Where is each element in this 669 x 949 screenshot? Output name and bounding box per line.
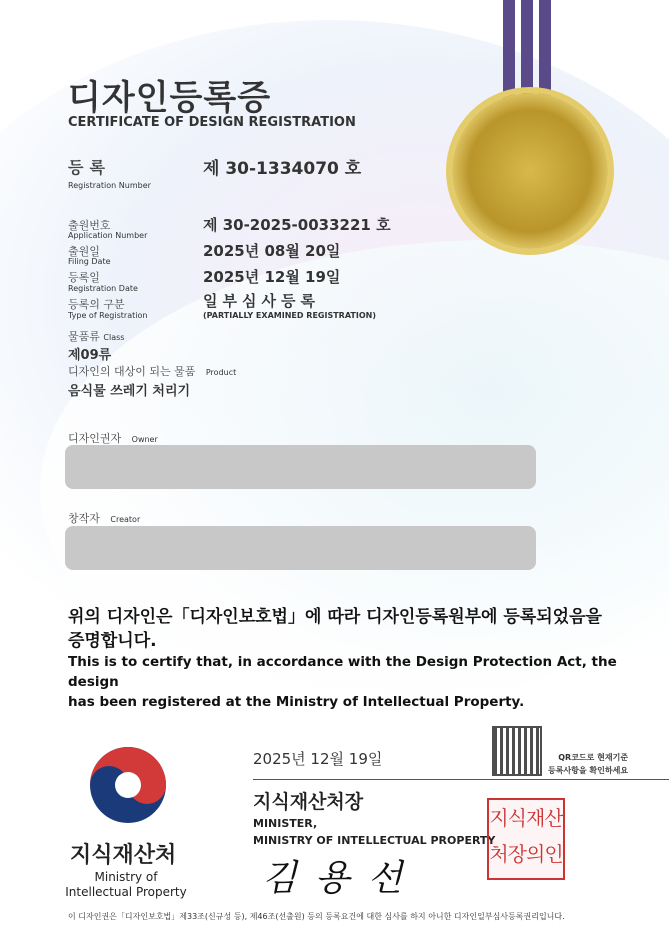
- divider: [253, 779, 669, 780]
- filing-date-value: 2025년 08월 20일: [203, 242, 341, 260]
- ministry-name-ko: 지식재산처: [70, 843, 177, 868]
- minister-title-ko: 지식재산처장: [253, 791, 364, 813]
- registration-type-value-en: (PARTIALLY EXAMINED REGISTRATION): [203, 311, 376, 320]
- qr-caption: QR코드로 현재기준 등록사항을 확인하세요: [548, 753, 629, 775]
- ministry-name-en: Ministry of Intellectual Property: [65, 870, 187, 899]
- registration-number-value: 제 30-1334070 호: [203, 159, 362, 179]
- issue-date: 2025년 12월 19일: [253, 750, 383, 768]
- certification-text-ko: 위의 디자인은「디자인보호법」에 따라 디자인등록원부에 등록되었음을 증명합니다.: [68, 607, 602, 651]
- registration-type-value: 일부심사등록: [203, 292, 320, 310]
- registration-number-label-en: Registration Number: [68, 181, 151, 190]
- owner-label: 디자인권자 Owner: [68, 432, 158, 445]
- filing-date-label-en: Filing Date: [68, 257, 111, 266]
- document-title: 디자인등록증: [68, 78, 272, 118]
- class-value: 제09류: [68, 348, 112, 363]
- registration-type-label-en: Type of Registration: [68, 311, 148, 320]
- qr-code[interactable]: [492, 726, 542, 776]
- product-value: 음식물 쓰레기 처리기: [68, 384, 191, 399]
- ministry-logo-icon: [88, 745, 168, 825]
- footnote: 이 디자인권은「디자인보호법」제33조(신규성 등), 제46조(선출원) 등의 등록요건에 대한 심사를 하지 아니한 디자인일부심사등록권리입니다.: [68, 912, 565, 921]
- signature: 김용선: [262, 858, 421, 899]
- application-number-label-en: Application Number: [68, 231, 148, 240]
- registration-type-label: 등록의 구분: [68, 298, 125, 311]
- product-label: 디자인의 대상이 되는 물품 Product: [68, 365, 237, 378]
- minister-title-en: MINISTER, MINISTRY OF INTELLECTUAL PROPERTY: [253, 817, 496, 847]
- application-number-label: 출원번호: [68, 219, 111, 232]
- application-number-value: 제 30-2025-0033221 호: [203, 216, 391, 234]
- creator-redacted: [65, 526, 536, 570]
- document-subtitle: CERTIFICATE OF DESIGN REGISTRATION: [68, 115, 356, 130]
- registration-number-label: 등록: [68, 158, 111, 177]
- certification-text-en: This is to certify that, in accordance with the Design Protection Act, the design has been registered at the Ministry of Intellectual Property.: [68, 654, 617, 710]
- owner-redacted: [65, 445, 536, 489]
- registration-date-label-en: Registration Date: [68, 284, 138, 293]
- gold-seal-icon: [452, 93, 608, 249]
- creator-label: 창작자 Creator: [68, 512, 141, 525]
- registration-date-value: 2025년 12월 19일: [203, 268, 341, 286]
- class-label: 물품류 Class: [68, 330, 125, 343]
- official-stamp: 지식재산 처장의인: [487, 798, 565, 880]
- registration-date-label: 등록일: [68, 271, 100, 284]
- filing-date-label: 출원일: [68, 245, 100, 258]
